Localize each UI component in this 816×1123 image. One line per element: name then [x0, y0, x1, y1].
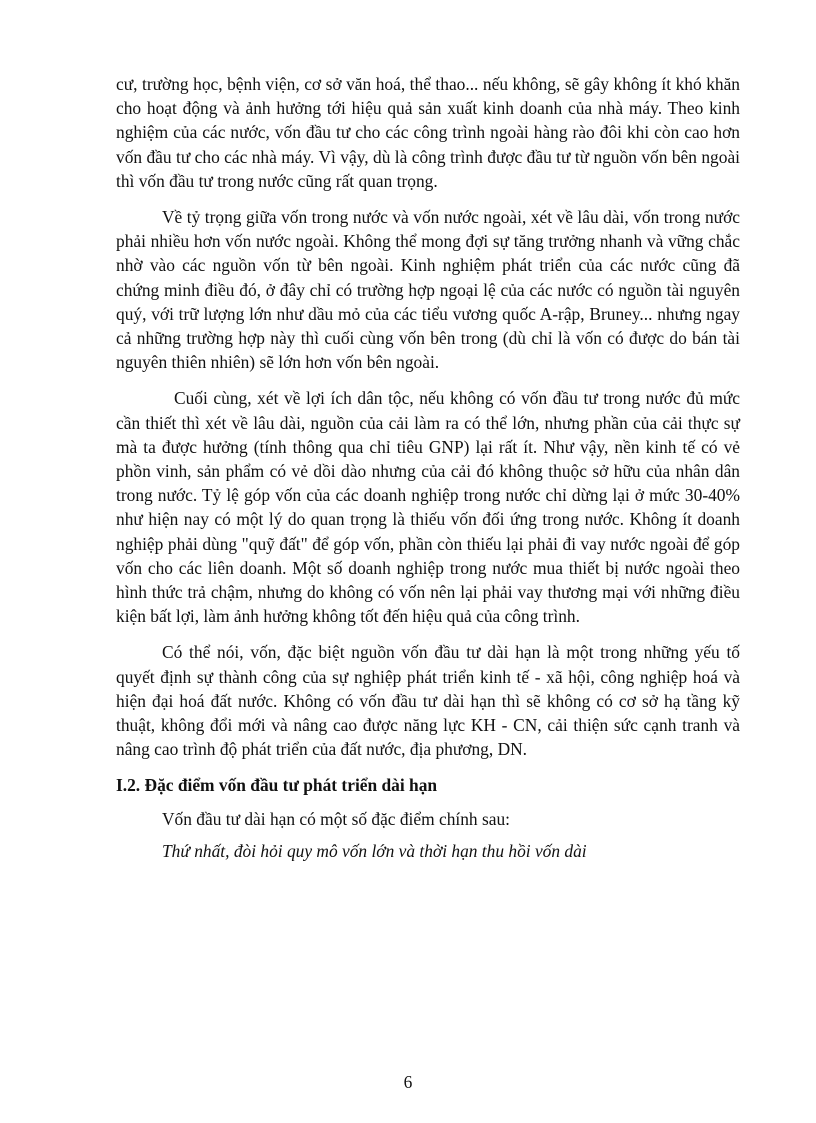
section-heading: I.2. Đặc điểm vốn đầu tư phát triển dài hạn — [116, 775, 438, 796]
intro-line: Vốn đầu tư dài hạn có một số đặc điểm chính sau: — [162, 809, 510, 830]
paragraph-4: Có thể nói, vốn, đặc biệt nguồn vốn đầu tư dài hạn là một trong những yếu tố quyết định sự thành công của sự nghiệp phát triển kinh tế - xã hội, công nghiệp hoá và hiện đại hoá đất nước. Không có vốn đầu tư dài hạn thì sẽ không có cơ sở hạ tầng kỹ thuật, không đổi mới và nâng cao được năng lực KH - CN, cải thiện sức cạnh tranh và nâng cao trình độ phát triển của đất nước, địa phương, DN. — [116, 642, 740, 760]
paragraph-3: Cuối cùng, xét về lợi ích dân tộc, nếu không có vốn đầu tư trong nước đủ mức cần thiết thì xét về lâu dài, nguồn của cải làm ra có thể lớn, nhưng phần của cải thực sự mà ta được hưởng (tính thông qua chỉ tiêu GNP) lại rất ít. Như vậy, nền kinh tế có vẻ phồn vinh, sản phẩm có vẻ dồi dào nhưng của cải đó không thuộc sở hữu của nhân dân trong nước. Tỷ lệ góp vốn của các doanh nghiệp trong nước chỉ dừng lại ở mức 30-40% như hiện nay có một lý do quan trọng là thiếu vốn đối ứng trong nước. Không ít doanh nghiệp phải dùng "quỹ đất" để góp vốn, phần còn thiếu lại phải đi vay nước ngoài để góp vốn cho các liên doanh. Một số doanh nghiệp trong nước mua thiết bị nước ngoài theo hình thức trả chậm, nhưng do không có vốn nên lại phải vay thương mại với những điều kiện bất lợi, làm ảnh hưởng không tốt đến hiệu quả của công trình. — [116, 388, 740, 627]
page-number: 6 — [403, 1072, 413, 1092]
paragraph-2: Về tỷ trọng giữa vốn trong nước và vốn nước ngoài, xét về lâu dài, vốn trong nước phải nhiều hơn vốn nước ngoài. Không thể mong đợi sự tăng trưởng nhanh và vững chắc nhờ vào các nguồn vốn từ bên ngoài. Kinh nghiệm phát triển của các nước cũng đã chứng minh điều đó, ở đây chỉ có trường hợp ngoại lệ của các nước có nguồn tài nguyên quý, với trữ lượng lớn như dầu mỏ của các tiểu vương quốc A-rập, Bruney... nhưng ngay cả những trường hợp này thì cuối cùng vốn bên trong (dù chỉ là vốn có được do bán tài nguyên thiên nhiên) sẽ lớn hơn vốn bên ngoài. — [116, 207, 740, 373]
paragraph-1: cư, trường học, bệnh viện, cơ sở văn hoá, thể thao... nếu không, sẽ gây không ít khó khăn cho hoạt động và ảnh hưởng tới hiệu quả sản xuất kinh doanh của nhà máy. Theo kinh nghiệm của các nước, vốn đầu tư cho các công trình ngoài hàng rào đôi khi còn cao hơn vốn đầu tư cho các nhà máy. Vì vậy, dù là công trình được đầu tư từ nguồn vốn bên ngoài thì vốn đầu tư trong nước cũng rất quan trọng. — [116, 74, 740, 191]
document-page — [116, 72, 740, 871]
first-point-line: Thứ nhất, đòi hỏi quy mô vốn lớn và thời hạn thu hồi vốn dài — [162, 841, 587, 862]
